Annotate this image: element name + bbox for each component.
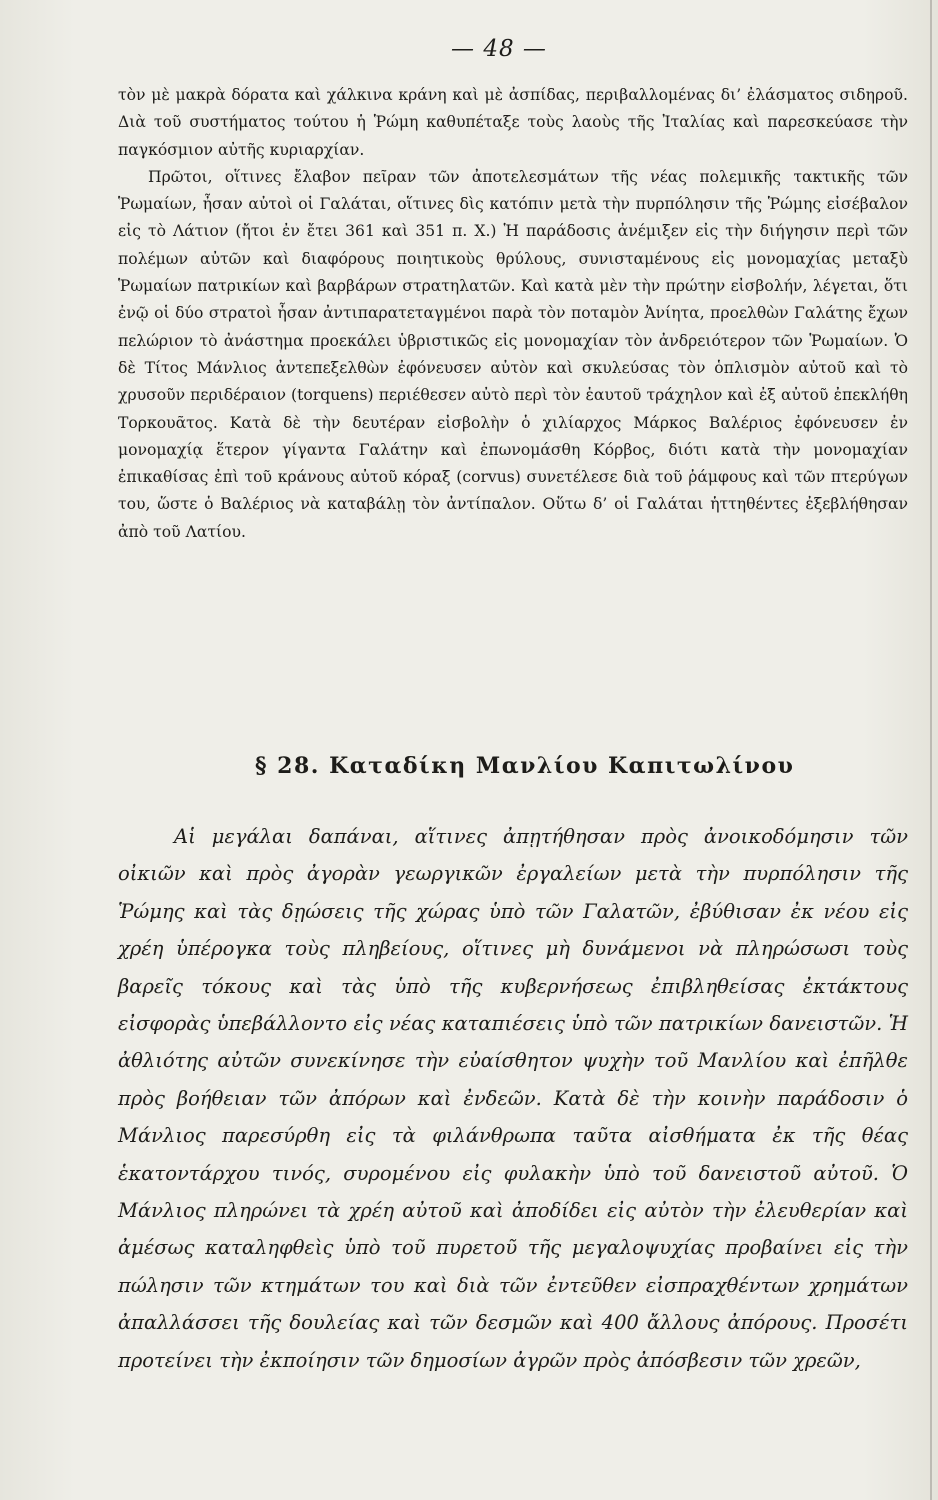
page-edge bbox=[930, 0, 932, 1500]
section-body bbox=[118, 818, 908, 1379]
page-number: — 48 — bbox=[451, 36, 547, 62]
paragraph-2: Πρῶτοι, οἵτινες ἔλαβον πεῖραν τῶν ἀποτελεσμάτων τῆς νέας πολεμικῆς τακτικῆς τῶν Ῥωμαίων, ἦσαν αὐτοὶ οἱ Γαλάται, οἵτινες δὶς κατόπιν μετὰ τὴν πυρπόλησιν τῆς Ῥώμης εἰσέβαλον εἰς τὸ Λάτιον (ἤτοι ἐν ἔτει 361 καὶ 351 π. Χ.) Ἡ παράδοσις ἀνέμιξεν εἰς τὴν διήγησιν περὶ τῶν πολέμων αὐτῶν καὶ διαφόρους ποιητικοὺς θρύλους, συνισταμένους εἰς μονομαχίας μεταξὺ Ῥωμαίων πατρικίων καὶ βαρβάρων στρατηλατῶν. Καὶ κατὰ μὲν τὴν πρώτην εἰσβολήν, λέγεται, ὅτι ἐνῷ οἱ δύο στρατοὶ ἦσαν ἀντιπαρατεταγμένοι παρὰ τὸν ποταμὸν Ἀνίητα, προελθὼν Γαλάτης ἔχων πελώριον τὸ ἀνάστημα προεκάλει ὑβριστικῶς εἰς μονομαχίαν τὸν ἀνδρειότερον τῶν Ῥωμαίων. Ὁ δὲ Τίτος Μάνλιος ἀντεπεξελθὼν ἐφόνευσεν αὐτὸν καὶ σκυλεύσας τὸν ὁπλισμὸν αὐτοῦ καὶ τὸ χρυσοῦν περιδέραιον (torquens) περιέθεσεν αὐτὸ περὶ τὸν ἑαυτοῦ τράχηλον καὶ ἐξ αὐτοῦ ἐπεκλήθη Τορκουᾶτος. Κατὰ δὲ τὴν δευτέραν εἰσβολὴν ὁ χιλίαρχος Μάρκος Βαλέριος ἐφόνευσεν ἐν μονομαχίᾳ ἕτερον γίγαντα Γαλάτην καὶ ἐπωνομάσθη Κόρβος, διότι κατὰ τὴν μονομαχίαν ἐπικαθίσας ἐπὶ τοῦ κράνους αὐτοῦ κόραξ (corvus) συνετέλεσε διὰ τοῦ ῥάμφους καὶ τῶν πτερύγων του, ὥστε ὁ Βαλέριος νὰ καταβάλῃ τὸν ἀντίπαλον. Οὕτω δ’ οἱ Γαλάται ἡττηθέντες ἐξεβλήθησαν ἀπὸ τοῦ Λατίου. bbox=[118, 167, 908, 541]
section-heading: § 28. Καταδίκη Μανλίου Καπιτωλίνου bbox=[255, 753, 795, 779]
paragraph-1: τὸν μὲ μακρὰ δόρατα καὶ χάλκινα κράνη καὶ μὲ ἀσπίδας, περιβαλλομένας δι’ ἐλάσματος σιδηροῦ. Διὰ τοῦ συστήματος τούτου ἡ Ῥώμη καθυπέταξε τοὺς λαοὺς τῆς Ἰταλίας καὶ παρεσκεύασε τὴν παγκόσμιον αὐτῆς κυριαρχίαν. bbox=[118, 86, 908, 159]
paragraph-3: Αἱ μεγάλαι δαπάναι, αἵτινες ἀπῃτήθησαν πρὸς ἀνοικοδόμησιν τῶν οἰκιῶν καὶ πρὸς ἀγορὰν γεωργικῶν ἐργαλείων μετὰ τὴν πυρπόλησιν τῆς Ῥώμης καὶ τὰς δῃώσεις τῆς χώρας ὑπὸ τῶν Γαλατῶν, ἐβύθισαν ἐκ νέου εἰς χρέη ὑπέρογκα τοὺς πληβείους, οἵτινες μὴ δυνάμενοι νὰ πληρώσωσι τοὺς βαρεῖς τόκους καὶ τὰς ὑπὸ τῆς κυβερνήσεως ἐπιβληθείσας ἐκτάκτους εἰσφορὰς ὑπεβάλλοντο εἰς νέας καταπιέσεις ὑπὸ τῶν πατρικίων δανειστῶν. Ἡ ἀθλιότης αὐτῶν συνεκίνησε τὴν εὐαίσθητον ψυχὴν τοῦ Μανλίου καὶ ἐπῆλθε πρὸς βοήθειαν τῶν ἀπόρων καὶ ἐνδεῶν. Κατὰ δὲ τὴν κοινὴν παράδοσιν ὁ Μάνλιος παρεσύρθη εἰς τὰ φιλάνθρωπα ταῦτα αἰσθήματα ἐκ τῆς θέας ἑκατοντάρχου τινός, συρομένου εἰς φυλακὴν ὑπὸ τοῦ δανειστοῦ αὐτοῦ. Ὁ Μάνλιος πληρώνει τὰ χρέη αὐτοῦ καὶ ἀποδίδει εἰς αὐτὸν τὴν ἐλευθερίαν καὶ ἀμέσως καταληφθεὶς ὑπὸ τοῦ πυρετοῦ τῆς μεγαλοψυχίας προβαίνει εἰς τὴν πώλησιν τῶν κτημάτων του καὶ διὰ τῶν ἐντεῦθεν εἰσπραχθέντων χρημάτων ἀπαλλάσσει τῆς δουλείας καὶ τῶν δεσμῶν καὶ 400 ἄλλους ἀπόρους. Προσέτι προτείνει τὴν ἐκποίησιν τῶν δημοσίων ἀγρῶν πρὸς ἀπόσβεσιν τῶν χρεῶν, bbox=[118, 825, 908, 1372]
continued-text bbox=[118, 82, 908, 546]
